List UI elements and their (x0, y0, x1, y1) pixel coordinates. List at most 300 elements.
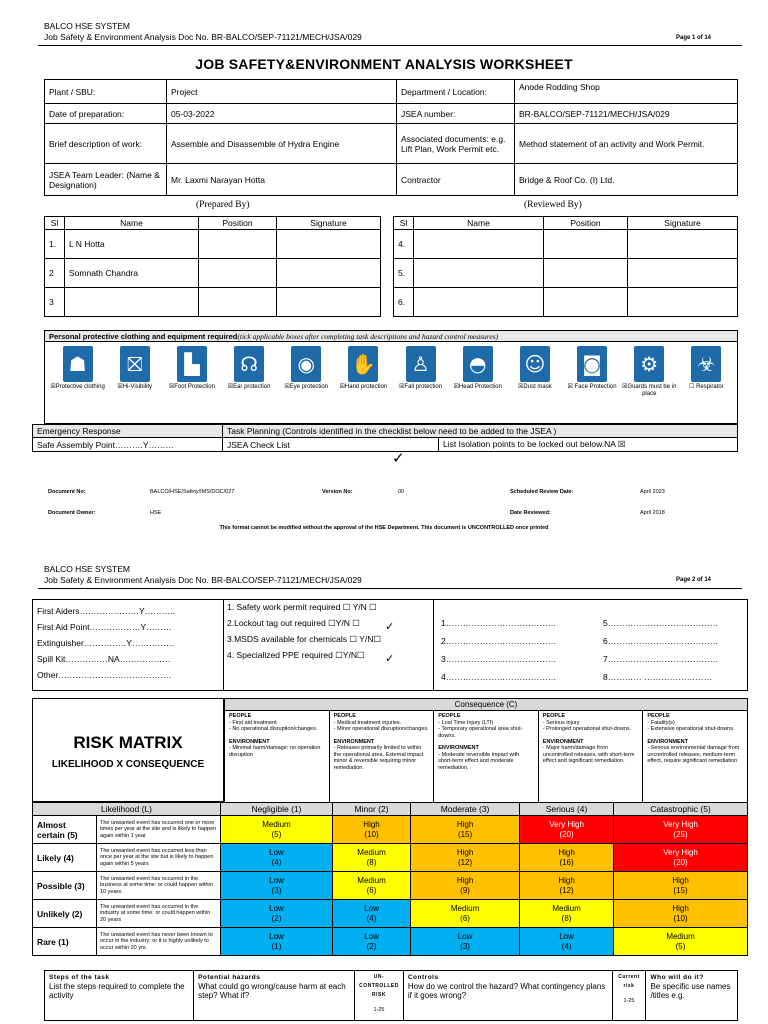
ppe-glyph: ◓ (469, 352, 487, 376)
risk-score: (20) (559, 829, 574, 839)
likelihood-description: The unwanted event has occurred less than once per year at the site but is likely to happen again within 5 years (97, 844, 221, 872)
ppe-item[interactable] (278, 346, 335, 391)
plant-value: Project (167, 80, 397, 104)
isolation-points-label[interactable]: List Isolation points to be locked out below.NA ☒ (439, 438, 738, 452)
risk-cell (221, 872, 333, 900)
risk-cell (221, 844, 333, 872)
risk-matrix-subtitle: LIKELIHOOD X CONSEQUENCE (51, 759, 205, 770)
col-name: Name (65, 217, 199, 230)
risk-cell (614, 872, 748, 900)
likelihood-label: Rare (1) (33, 928, 97, 956)
department-label: Department / Location: (397, 80, 515, 104)
check-ppe[interactable]: 4. Specialized PPE required ☐Y/N☐ (227, 650, 365, 660)
risk-score: (9) (460, 885, 470, 895)
col-position: Position (544, 217, 628, 230)
risk-score: (15) (673, 885, 688, 895)
page-title: JOB SAFETY&ENVIRONMENT ANALYSIS WORKSHEET (195, 56, 573, 72)
table-row (45, 288, 381, 317)
ppe-label: ☒Ear protection (227, 384, 271, 390)
table-row (33, 844, 748, 872)
risk-cell (221, 928, 333, 956)
people-text: - First aid treatment - No operational disruption/changes. (229, 719, 318, 732)
ppe-item[interactable] (621, 346, 678, 398)
risk-score: (10) (673, 913, 688, 923)
associated-documents-label: Associated documents: e.g. Lift Plan, Work Permit etc. (397, 124, 515, 164)
ppe-item[interactable] (163, 346, 220, 391)
table-row (33, 872, 748, 900)
ppe-label: ☒Hand protection (339, 384, 388, 390)
extinguisher: Extinguisher……………Y…………… (37, 638, 175, 648)
review-date-label: Scheduled Review Date: (510, 489, 574, 495)
risk-score: (6) (460, 913, 470, 923)
ppe-glyph: ☗ (68, 352, 87, 376)
table-row (394, 288, 738, 317)
risk-score: (12) (457, 857, 473, 867)
signature-cell (277, 230, 381, 259)
risk-level: Low (364, 931, 379, 941)
brief-description-value: Assemble and Disassemble of Hydra Engine (167, 124, 397, 164)
consequence-col-header: Moderate (3) (411, 803, 520, 816)
ppe-item[interactable] (449, 346, 506, 391)
risk-level: Low (364, 903, 379, 913)
plant-label: Plant / SBU: (45, 80, 167, 104)
environment-text: - Moderate reversible impact with short-term effect and moderate remediation. (438, 751, 520, 771)
first-aiders: First Aiders…………………Y……….. (37, 606, 175, 616)
uncontrolled-notice: This format cannot be modified without the approval of the HSE Department. This document is UNCONTROLLED once printed (219, 525, 549, 531)
page-number-p2: Page 2 of 14 (676, 577, 712, 583)
risk-level: Low (457, 931, 473, 941)
risk-cell (411, 872, 520, 900)
people-text: - Lost Time Injury (LTI) - Temporary operational area shut-downs. (438, 719, 523, 739)
column-header (403, 971, 612, 1021)
column-hint: Be specific use names /titles e.g. (650, 982, 731, 1000)
task-steps-header-table (44, 970, 738, 1021)
glove-icon (348, 346, 378, 382)
check-msds[interactable]: 3.MSDS available for chemicals ☐ Y/N☐ (227, 634, 381, 644)
table-row (394, 259, 738, 288)
column-hint: What could go wrong/cause harm at each step? What if? (198, 982, 346, 1000)
risk-score: (15) (457, 829, 473, 839)
column-hint: How do we control the hazard? What contingency plans if it goes wrong? (407, 982, 606, 1000)
name-cell (414, 259, 544, 288)
position-cell (544, 288, 628, 317)
consequence-description (434, 711, 539, 803)
jsea-checklist-label: JSEA Check List (223, 438, 439, 452)
table-row (33, 900, 748, 928)
col-sl: Sl (394, 217, 414, 230)
risk-cell (614, 816, 748, 844)
list-item: 3………………………………… (441, 654, 557, 664)
signature-cell (277, 288, 381, 317)
risk-score: (20) (673, 857, 688, 867)
ppe-item[interactable] (335, 346, 392, 391)
environment-text: - Releases primarily limited to within the operational area. External impact minor & reversible requiring minor remediation. (333, 745, 424, 771)
people-heading: PEOPLE (229, 713, 252, 719)
risk-cell (520, 816, 614, 844)
emergency-response-label: Emergency Response (33, 425, 223, 438)
likelihood-description: The unwanted event has occurred in the business at some time: or could happen within 10 years. (97, 872, 221, 900)
protective-clothing-icon (63, 346, 93, 382)
risk-level: Low (269, 847, 284, 857)
people-text: - Fatality(s) - Extensive operational shut-downs. (647, 719, 735, 732)
people-heading: PEOPLE (542, 713, 566, 719)
ppe-label: ☒Protective clothing (50, 384, 105, 390)
ppe-label: ☒Dust mask (518, 384, 552, 390)
sl-cell: 1. (45, 230, 65, 259)
list-item: 8………… …………………… (603, 672, 713, 682)
consequence-description (643, 711, 748, 803)
ppe-note: (tick applicable boxes after completing task descriptions and hazard control measures) (237, 332, 499, 341)
risk-score: (4) (561, 941, 572, 951)
risk-score: (3) (271, 885, 282, 895)
risk-cell (332, 872, 410, 900)
sl-cell: 5. (394, 259, 414, 288)
ppe-checklist (44, 342, 738, 424)
risk-score: (2) (366, 941, 377, 951)
people-heading: PEOPLE (438, 713, 461, 719)
reviewed-by-heading: (Reviewed By) (524, 200, 582, 210)
risk-matrix-title: RISK MATRIX (73, 733, 183, 752)
ppe-label: ☒Guards must be in place (622, 384, 677, 397)
position-cell (199, 230, 277, 259)
risk-score: (5) (675, 941, 686, 951)
risk-cell (520, 928, 614, 956)
risk-level: High (558, 847, 575, 857)
col-name: Name (414, 217, 544, 230)
ppe-label: ☒Foot Protection (168, 384, 215, 390)
contractor-label: Contractor (397, 164, 515, 196)
risk-cell (332, 900, 410, 928)
likelihood-label: Possible (3) (33, 872, 97, 900)
risk-level: Low (269, 931, 284, 941)
consequence-col-header: Catastrophic (5) (614, 803, 748, 816)
header-rule (38, 45, 742, 46)
risk-cell (221, 900, 333, 928)
consequence-col-header: Negligible (1) (221, 803, 333, 816)
ppe-glyph: ☣ (697, 352, 716, 376)
position-cell (199, 259, 277, 288)
environment-text: - Major harm/damage from uncontrolled releases, with short-term effect and significant remediation. (542, 745, 635, 764)
date-value: 05-03-2022 (167, 104, 397, 124)
ppe-glyph: ⛝ (127, 352, 143, 376)
other: Other…………………………………. (37, 670, 172, 680)
check-lockout[interactable]: 2.Lockout tag out required ☐Y/N ☐ (227, 618, 360, 628)
risk-score: (6) (366, 885, 377, 895)
column-header (45, 971, 194, 1021)
consequence-col-header: Minor (2) (332, 803, 410, 816)
jsea-number-value: BR-BALCO/SEP-71121/MECH/JSA/029 (515, 104, 738, 124)
environment-text: - Minimal harm/damage: no operation disruption (229, 745, 321, 758)
col-signature: Signature (277, 217, 381, 230)
col-sl: Sl (45, 217, 65, 230)
doc-owner-label: Document Owner: (48, 510, 96, 516)
helmet-icon (463, 346, 493, 382)
safe-assembly-point: Safe Assembly Point……….Y……… (33, 438, 223, 452)
job-info-table (44, 79, 738, 196)
environment-heading: ENVIRONMENT (542, 738, 584, 745)
column-hint: 1-25 (373, 1007, 385, 1013)
hi-visibility-icon (120, 346, 150, 382)
department-value: Anode Rodding Shop (515, 80, 738, 104)
name-cell: Somnath Chandra (65, 259, 199, 288)
ppe-title: Personal protective clothing and equipment required (49, 332, 238, 341)
ppe-heading-bar (44, 330, 738, 342)
risk-score: (8) (561, 913, 572, 923)
ppe-glyph: ◙ (582, 352, 602, 376)
risk-matrix-title-box (32, 698, 224, 802)
ppe-item[interactable] (392, 346, 449, 391)
machine-guard-icon (634, 346, 664, 382)
reviewed-by-table (393, 216, 738, 317)
risk-level: Medium (262, 819, 291, 829)
checkmark-icon: ✓ (385, 652, 395, 665)
risk-level: High (456, 875, 474, 885)
harness-icon (406, 346, 436, 382)
likelihood-label: Likely (4) (33, 844, 97, 872)
date-reviewed-value: April 2018 (640, 510, 665, 516)
list-item: 2………………………………… (441, 636, 557, 646)
system-name: BALCO HSE SYSTEM (44, 21, 130, 31)
table-row (394, 230, 738, 259)
jsea-number-label: JSEA number: (397, 104, 515, 124)
ppe-glyph: ◉ (297, 352, 315, 376)
header-rule-p2 (38, 588, 742, 589)
risk-level: High (558, 875, 575, 885)
environment-heading: ENVIRONMENT (229, 738, 270, 745)
ppe-label: ☒Hi-Visibility (117, 384, 153, 390)
col-signature: Signature (628, 217, 738, 230)
people-text: - Serious injury - Prolonged operational shut-downs. (542, 719, 632, 732)
risk-level: Very High (549, 819, 584, 829)
ppe-item[interactable] (49, 346, 106, 391)
risk-cell (411, 816, 520, 844)
risk-cell (520, 844, 614, 872)
likelihood-label: Almost certain (5) (33, 816, 97, 844)
risk-score: (4) (271, 857, 282, 867)
signature-cell (277, 259, 381, 288)
ppe-item[interactable] (678, 346, 735, 391)
table-row (33, 816, 748, 844)
people-heading: PEOPLE (333, 713, 356, 719)
face-shield-icon (577, 346, 607, 382)
risk-matrix-table (32, 802, 748, 956)
sl-cell: 3 (45, 288, 65, 317)
people-heading: PEOPLE (647, 713, 670, 719)
ppe-glyph: ▙ (184, 352, 200, 376)
associated-documents-value: Method statement of an activity and Work Permit. (515, 124, 738, 164)
doc-number-line-p2: Job Safety & Environment Analysis Doc No. BR-BALCO/SEP-71121/MECH/JSA/029 (44, 575, 362, 585)
risk-score: (4) (366, 913, 377, 923)
first-aid-box (32, 599, 748, 691)
likelihood-description: The unwanted event has occurred in the industry at some time: or could happen within 20 years (97, 900, 221, 928)
ppe-label: ☒ Face Protection (567, 384, 617, 390)
risk-cell (332, 928, 410, 956)
consequence-description (225, 711, 330, 803)
table-row (45, 230, 381, 259)
risk-cell (411, 900, 520, 928)
checkmark-icon: ✓ (385, 620, 395, 633)
col-position: Position (199, 217, 277, 230)
date-reviewed-label: Date Reviewed: (510, 510, 551, 516)
risk-score: (8) (366, 857, 377, 867)
name-cell: L N Hotta (65, 230, 199, 259)
risk-level: Very High (663, 847, 698, 857)
consequence-description (329, 711, 434, 803)
environment-heading: ENVIRONMENT (647, 738, 689, 745)
team-leader-value: Mr. Laxmi Narayan Hotta (167, 164, 397, 196)
ppe-label: ☒Head Protection (453, 384, 502, 390)
planning-table (32, 424, 738, 452)
list-item: 6………………………………… (603, 636, 719, 646)
column-header (194, 971, 355, 1021)
check-permit[interactable]: 1. Safety work permit required ☐ Y/N ☐ (227, 602, 377, 612)
team-leader-label: JSEA Team Leader: (Name & Designation) (45, 164, 167, 196)
name-cell (414, 230, 544, 259)
environment-heading: ENVIRONMENT (333, 738, 375, 745)
review-date-value: April 2023 (640, 489, 665, 495)
signature-cell (628, 288, 738, 317)
risk-level: Very High (663, 819, 698, 829)
ppe-glyph: ☺ (524, 352, 546, 376)
doc-owner-value: HSE (150, 510, 162, 516)
doc-no-label: Document No: (48, 489, 86, 495)
likelihood-label: Unlikely (2) (33, 900, 97, 928)
risk-level: Low (559, 931, 574, 941)
name-cell (414, 288, 544, 317)
risk-level: High (456, 819, 474, 829)
prepared-by-table (44, 216, 381, 317)
list-item: 7………………………………… (603, 654, 719, 664)
risk-cell (411, 928, 520, 956)
name-cell (65, 288, 199, 317)
risk-cell (614, 844, 748, 872)
goggles-icon (291, 346, 321, 382)
likelihood-description: The unwanted event has occurred one or more times per year at the site and is likely to happen again within 1 year (97, 816, 221, 844)
signature-cell (628, 259, 738, 288)
risk-score: (1) (271, 941, 282, 951)
ppe-item[interactable] (221, 346, 278, 391)
risk-cell (332, 844, 410, 872)
doc-number-line: Job Safety & Environment Analysis Doc No. BR-BALCO/SEP-71121/MECH/JSA/029 (44, 32, 362, 42)
contractor-value: Bridge & Roof Co. (I) Ltd. (515, 164, 738, 196)
likelihood-description: The unwanted event has never been known to occur in the industry: or it is highly unlikely to occur within 20 yrs. (97, 928, 221, 956)
column-hint: 1-25 (623, 998, 635, 1004)
sl-cell: 6. (394, 288, 414, 317)
consequence-description (538, 711, 643, 803)
risk-level: Medium (450, 903, 480, 913)
risk-level: Medium (357, 847, 386, 857)
risk-score: (16) (559, 857, 574, 867)
doc-no-value: BALCO/HSE/Safety/IMS/DOC/027 (150, 489, 235, 495)
risk-level: Low (269, 875, 284, 885)
list-item: 5………………………………… (603, 618, 719, 628)
risk-cell (614, 928, 748, 956)
column-header (646, 971, 738, 1021)
ear-muff-icon (234, 346, 264, 382)
risk-cell (614, 900, 748, 928)
version-value: 00 (398, 489, 405, 495)
table-row (33, 928, 748, 956)
page-number: Page 1 of 14 (676, 35, 712, 41)
position-cell (199, 288, 277, 317)
environment-text: - Serious environmental damage from uncontrolled releases, medium-term effect, require significant remediation (647, 745, 740, 764)
risk-cell (520, 900, 614, 928)
version-label: Version No: (322, 489, 353, 495)
brief-description-label: Brief description of work: (45, 124, 167, 164)
consequence-col-header: Serious (4) (520, 803, 614, 816)
signature-cell (628, 230, 738, 259)
prepared-by-heading: (Prepared By) (196, 200, 250, 210)
risk-score: (25) (673, 829, 688, 839)
risk-level: High (672, 903, 689, 913)
ppe-item[interactable] (564, 346, 621, 391)
risk-level: High (456, 847, 474, 857)
risk-cell (221, 816, 333, 844)
people-text: - Medical treatment injuries. - Minor operational disruption/changes. (333, 719, 429, 732)
task-planning-label: Task Planning (Controls identified in the checklist below need to be added to the JSEA ) (223, 425, 738, 438)
consequence-header: Consequence (C) (225, 699, 748, 711)
sl-cell: 2 (45, 259, 65, 288)
column-title: Who will do it? (650, 974, 704, 981)
column-header (612, 971, 646, 1021)
dust-mask-icon (520, 346, 550, 382)
boot-icon (177, 346, 207, 382)
column-title: Controls (407, 974, 439, 981)
column-title: UN-CONTROLLED RISK (359, 974, 399, 998)
risk-level: Medium (357, 875, 386, 885)
position-cell (544, 259, 628, 288)
first-aid-point: First Aid Point………………Y……… (37, 622, 172, 632)
environment-heading: ENVIRONMENT (438, 745, 479, 751)
risk-level: High (363, 819, 380, 829)
risk-cell (411, 844, 520, 872)
date-label: Date of preparation: (45, 104, 167, 124)
consequence-description-table (224, 698, 748, 803)
risk-score: (5) (271, 829, 282, 839)
checkmark-icon: ✓ (392, 449, 405, 467)
ppe-label: ☒Eye protection (284, 384, 329, 390)
column-title: Current risk (618, 974, 640, 989)
risk-level: High (672, 875, 689, 885)
ppe-glyph: ♙ (411, 352, 430, 376)
ppe-label: ☒Fall protection (399, 384, 443, 390)
system-name-p2: BALCO HSE SYSTEM (44, 564, 130, 574)
risk-score: (12) (559, 885, 574, 895)
risk-score: (3) (460, 941, 470, 951)
column-title: Potential hazards (198, 974, 261, 981)
risk-score: (10) (364, 829, 379, 839)
ppe-glyph: ☊ (240, 352, 258, 376)
ppe-glyph: ⚙ (640, 352, 659, 376)
list-item: 1………………………………… (441, 618, 557, 628)
risk-level: Medium (666, 931, 695, 941)
risk-level: Medium (552, 903, 581, 913)
column-header (355, 971, 404, 1021)
ppe-label: ☐ Respirator (689, 384, 724, 390)
risk-cell (520, 872, 614, 900)
respirator-icon (691, 346, 721, 382)
ppe-item[interactable] (506, 346, 563, 391)
ppe-glyph: ✋ (350, 352, 376, 376)
column-hint: List the steps required to complete the activity (49, 982, 185, 1000)
likelihood-header: Likelihood (L) (33, 803, 221, 816)
risk-cell (332, 816, 410, 844)
position-cell (544, 230, 628, 259)
list-item: 4………………………………… (441, 672, 557, 682)
ppe-item[interactable] (106, 346, 163, 391)
spill-kit: Spill Kit……………NA……………… (37, 654, 171, 664)
table-row (45, 259, 381, 288)
